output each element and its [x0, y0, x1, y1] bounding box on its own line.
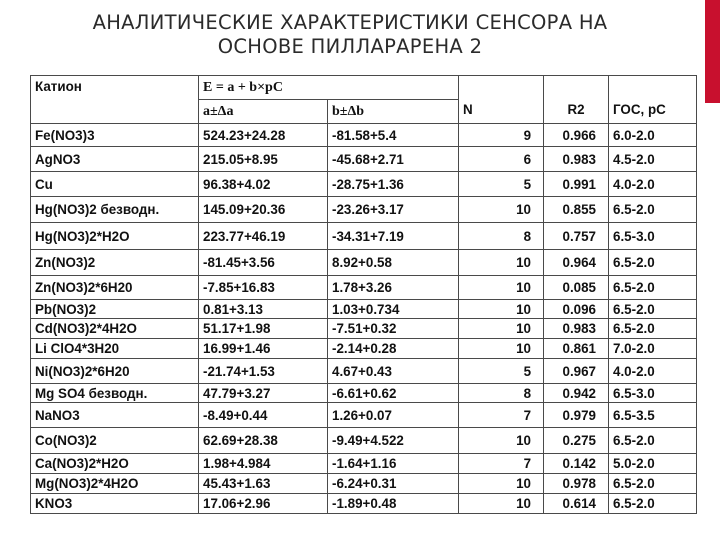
cell-range: 6.5-2.0	[609, 474, 697, 494]
cell-a: 17.06+2.96	[199, 494, 328, 514]
cell-n: 10	[459, 428, 544, 454]
title-line-1: АНАЛИТИЧЕСКИЕ ХАРАКТЕРИСТИКИ СЕНСОРА НА	[92, 11, 608, 34]
cell-b: -34.31+7.19	[328, 223, 459, 250]
cell-cation: Ca(NO3)2*H2O	[31, 454, 199, 474]
title-line-2: ОСНОВЕ ПИЛЛАРАРЕНА 2	[217, 35, 483, 58]
cell-r2: 0.979	[544, 403, 609, 428]
cell-r2: 0.942	[544, 384, 609, 403]
cell-b: -28.75+1.36	[328, 172, 459, 197]
cell-range: 6.5-3.0	[609, 223, 697, 250]
cell-a: -21.74+1.53	[199, 359, 328, 384]
table-row	[31, 300, 697, 319]
cell-a: 62.69+28.38	[199, 428, 328, 454]
table-row	[31, 124, 697, 147]
cell-b: -6.24+0.31	[328, 474, 459, 494]
cell-range: 6.5-2.0	[609, 276, 697, 300]
cell-r2: 0.275	[544, 428, 609, 454]
cell-n: 10	[459, 319, 544, 339]
cell-r2: 0.757	[544, 223, 609, 250]
table-row	[31, 428, 697, 454]
header-b: b±Δb	[328, 100, 459, 124]
cell-range: 6.5-2.0	[609, 300, 697, 319]
sensor-characteristics-table	[30, 75, 697, 514]
cell-r2: 0.085	[544, 276, 609, 300]
cell-a: -7.85+16.83	[199, 276, 328, 300]
cell-n: 8	[459, 384, 544, 403]
cell-a: 1.98+4.984	[199, 454, 328, 474]
cell-cation: Hg(NO3)2 безводн.	[31, 197, 199, 223]
cell-n: 6	[459, 147, 544, 172]
cell-cation: Cu	[31, 172, 199, 197]
table-header-row	[31, 76, 697, 100]
table-row	[31, 403, 697, 428]
cell-b: -81.58+5.4	[328, 124, 459, 147]
cell-a: 223.77+46.19	[199, 223, 328, 250]
cell-range: 6.5-2.0	[609, 250, 697, 276]
cell-a: 16.99+1.46	[199, 339, 328, 359]
cell-a: 45.43+1.63	[199, 474, 328, 494]
header-n: N	[459, 76, 544, 124]
table-row	[31, 384, 697, 403]
cell-cation: Pb(NO3)2	[31, 300, 199, 319]
cell-a: 51.17+1.98	[199, 319, 328, 339]
cell-cation: Fe(NO3)3	[31, 124, 199, 147]
cell-range: 6.5-2.0	[609, 428, 697, 454]
cell-r2: 0.964	[544, 250, 609, 276]
table-row	[31, 454, 697, 474]
cell-range: 6.5-2.0	[609, 197, 697, 223]
cell-cation: Ni(NO3)2*6H20	[31, 359, 199, 384]
cell-n: 5	[459, 172, 544, 197]
cell-range: 4.0-2.0	[609, 172, 697, 197]
cell-cation: KNO3	[31, 494, 199, 514]
cell-n: 10	[459, 300, 544, 319]
table-row	[31, 276, 697, 300]
page-title	[20, 11, 680, 59]
table-row	[31, 359, 697, 384]
cell-cation: NaNO3	[31, 403, 199, 428]
cell-b: -1.89+0.48	[328, 494, 459, 514]
cell-range: 4.5-2.0	[609, 147, 697, 172]
cell-range: 6.5-3.0	[609, 384, 697, 403]
header-formula: E = a + b×pC	[199, 76, 459, 100]
cell-a: 96.38+4.02	[199, 172, 328, 197]
cell-b: -45.68+2.71	[328, 147, 459, 172]
table-row	[31, 147, 697, 172]
cell-r2: 0.855	[544, 197, 609, 223]
table-row	[31, 172, 697, 197]
cell-a: 47.79+3.27	[199, 384, 328, 403]
cell-b: -6.61+0.62	[328, 384, 459, 403]
cell-r2: 0.096	[544, 300, 609, 319]
cell-n: 8	[459, 223, 544, 250]
cell-r2: 0.967	[544, 359, 609, 384]
table-row	[31, 223, 697, 250]
cell-cation: Zn(NO3)2*6H20	[31, 276, 199, 300]
cell-n: 10	[459, 250, 544, 276]
header-r2: R2	[544, 76, 609, 124]
cell-n: 10	[459, 474, 544, 494]
cell-r2: 0.983	[544, 147, 609, 172]
table-row	[31, 250, 697, 276]
cell-range: 4.0-2.0	[609, 359, 697, 384]
cell-n: 10	[459, 494, 544, 514]
cell-b: 1.26+0.07	[328, 403, 459, 428]
cell-n: 5	[459, 359, 544, 384]
cell-b: -1.64+1.16	[328, 454, 459, 474]
table-row	[31, 494, 697, 514]
cell-a: -8.49+0.44	[199, 403, 328, 428]
cell-b: -9.49+4.522	[328, 428, 459, 454]
cell-a: 0.81+3.13	[199, 300, 328, 319]
table-row	[31, 474, 697, 494]
cell-r2: 0.142	[544, 454, 609, 474]
cell-n: 10	[459, 339, 544, 359]
cell-n: 7	[459, 403, 544, 428]
cell-range: 5.0-2.0	[609, 454, 697, 474]
cell-cation: Zn(NO3)2	[31, 250, 199, 276]
cell-cation: Mg SO4 безводн.	[31, 384, 199, 403]
cell-b: 8.92+0.58	[328, 250, 459, 276]
cell-b: 4.67+0.43	[328, 359, 459, 384]
cell-b: -23.26+3.17	[328, 197, 459, 223]
cell-r2: 0.614	[544, 494, 609, 514]
accent-bar	[705, 0, 720, 103]
cell-range: 6.5-2.0	[609, 319, 697, 339]
cell-cation: Li ClO4*3H20	[31, 339, 199, 359]
header-cation: Катион	[31, 76, 199, 124]
cell-a: 215.05+8.95	[199, 147, 328, 172]
header-range: ГОС, pC	[609, 76, 697, 124]
cell-a: -81.45+3.56	[199, 250, 328, 276]
cell-a: 524.23+24.28	[199, 124, 328, 147]
table-row	[31, 197, 697, 223]
cell-r2: 0.966	[544, 124, 609, 147]
cell-n: 7	[459, 454, 544, 474]
cell-r2: 0.861	[544, 339, 609, 359]
cell-cation: Cd(NO3)2*4H2O	[31, 319, 199, 339]
cell-range: 6.5-3.5	[609, 403, 697, 428]
cell-n: 9	[459, 124, 544, 147]
cell-cation: Hg(NO3)2*H2O	[31, 223, 199, 250]
cell-r2: 0.978	[544, 474, 609, 494]
cell-cation: AgNO3	[31, 147, 199, 172]
cell-n: 10	[459, 276, 544, 300]
cell-range: 6.0-2.0	[609, 124, 697, 147]
cell-r2: 0.983	[544, 319, 609, 339]
cell-b: 1.78+3.26	[328, 276, 459, 300]
cell-b: 1.03+0.734	[328, 300, 459, 319]
table-body	[31, 124, 697, 514]
table-row	[31, 339, 697, 359]
cell-a: 145.09+20.36	[199, 197, 328, 223]
cell-n: 10	[459, 197, 544, 223]
cell-cation: Mg(NO3)2*4H2O	[31, 474, 199, 494]
cell-range: 6.5-2.0	[609, 494, 697, 514]
cell-range: 7.0-2.0	[609, 339, 697, 359]
header-a: a±Δa	[199, 100, 328, 124]
cell-b: -2.14+0.28	[328, 339, 459, 359]
cell-b: -7.51+0.32	[328, 319, 459, 339]
cell-r2: 0.991	[544, 172, 609, 197]
cell-cation: Co(NO3)2	[31, 428, 199, 454]
table-row	[31, 319, 697, 339]
